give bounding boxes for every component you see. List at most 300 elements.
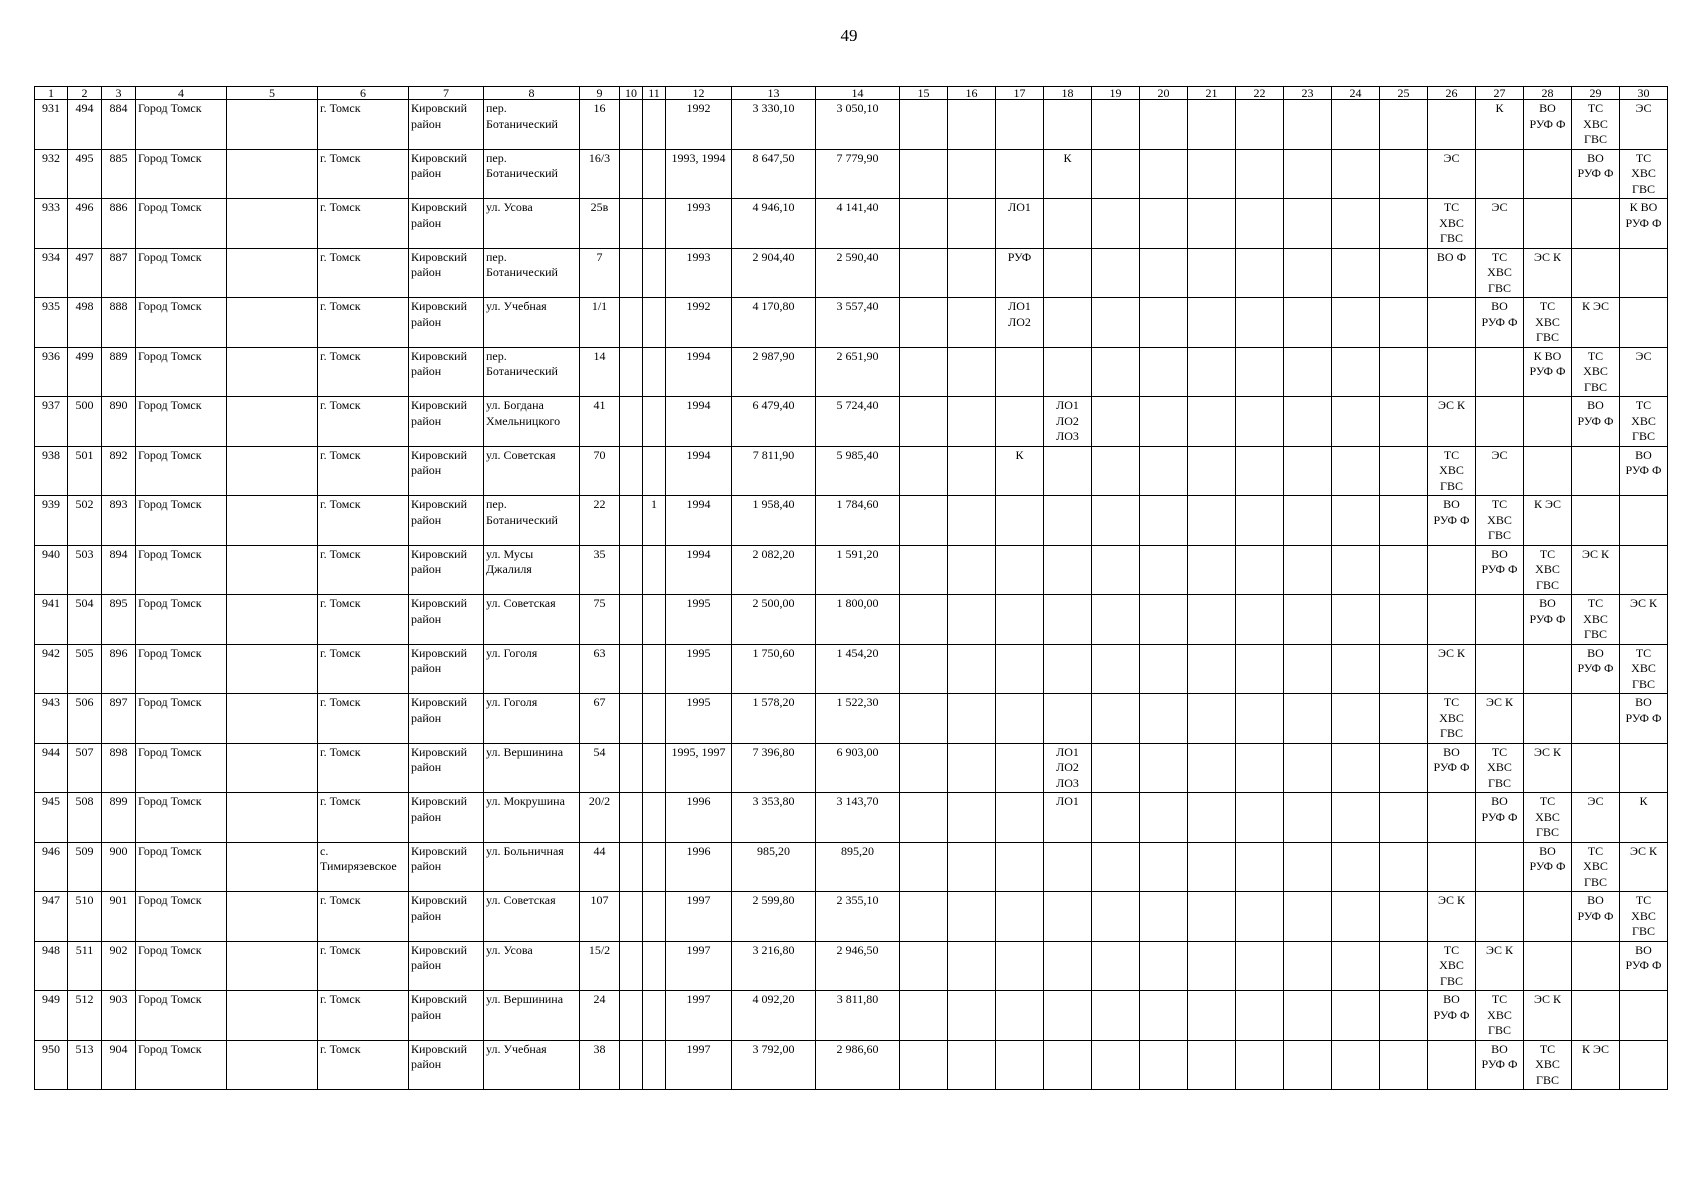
table-cell: 933 — [35, 199, 68, 249]
table-cell — [620, 248, 643, 298]
table-cell — [1380, 248, 1428, 298]
table-cell: ул. Усова — [484, 199, 580, 249]
table-cell — [1332, 347, 1380, 397]
table-cell: 5 724,40 — [816, 397, 900, 447]
table-cell: К — [1044, 149, 1092, 199]
table-cell — [900, 397, 948, 447]
table-cell: 932 — [35, 149, 68, 199]
table-cell — [620, 100, 643, 150]
table-cell — [1236, 1040, 1284, 1090]
table-cell: 2 082,20 — [732, 545, 816, 595]
table-cell — [1380, 793, 1428, 843]
table-cell: пер. Ботанический — [484, 149, 580, 199]
table-cell: 38 — [580, 1040, 620, 1090]
table-cell: г. Томск — [318, 892, 409, 942]
table-cell: 935 — [35, 298, 68, 348]
table-cell: 1997 — [666, 1040, 732, 1090]
table-cell — [1188, 298, 1236, 348]
table-cell — [643, 892, 666, 942]
table-cell: 7 — [580, 248, 620, 298]
table-cell: ТС ХВС ГВС — [1620, 644, 1668, 694]
table-cell — [1092, 496, 1140, 546]
table-row — [35, 496, 1668, 546]
table-cell — [1044, 694, 1092, 744]
table-cell: 896 — [102, 644, 136, 694]
table-cell — [1236, 347, 1284, 397]
table-cell — [900, 644, 948, 694]
table-cell — [1524, 397, 1572, 447]
table-cell: 890 — [102, 397, 136, 447]
table-cell — [996, 149, 1044, 199]
table-cell — [996, 347, 1044, 397]
table-cell — [227, 991, 318, 1041]
table-cell: Город Томск — [136, 248, 227, 298]
table-cell: с. Тимирязевское — [318, 842, 409, 892]
table-cell: Кировский район — [409, 991, 484, 1041]
table-cell: ВО РУФ Ф — [1476, 298, 1524, 348]
table-cell: 1994 — [666, 545, 732, 595]
table-cell: 6 903,00 — [816, 743, 900, 793]
column-header: 28 — [1524, 87, 1572, 100]
table-cell — [1428, 595, 1476, 645]
table-cell — [1476, 595, 1524, 645]
table-cell: ЛО1 — [996, 199, 1044, 249]
table-cell — [1236, 199, 1284, 249]
table-cell — [1332, 100, 1380, 150]
table-cell: ВО РУФ Ф — [1428, 991, 1476, 1041]
table-cell — [643, 248, 666, 298]
table-cell: ЭС К — [1476, 941, 1524, 991]
table-cell: 41 — [580, 397, 620, 447]
table-cell: Город Томск — [136, 941, 227, 991]
table-cell: 502 — [68, 496, 102, 546]
table-row — [35, 347, 1668, 397]
table-cell: Город Томск — [136, 496, 227, 546]
table-cell — [948, 941, 996, 991]
table-cell: ул. Гоголя — [484, 644, 580, 694]
table-cell: 902 — [102, 941, 136, 991]
table-cell — [1620, 545, 1668, 595]
table-cell — [1524, 941, 1572, 991]
table-cell: ВО Ф — [1428, 248, 1476, 298]
table-cell — [1236, 100, 1284, 150]
table-cell: 1 454,20 — [816, 644, 900, 694]
table-cell — [1044, 991, 1092, 1041]
table-cell — [1380, 1040, 1428, 1090]
table-cell — [1572, 199, 1620, 249]
table-cell — [643, 743, 666, 793]
table-cell — [1140, 842, 1188, 892]
table-cell: ТС ХВС ГВС — [1428, 694, 1476, 744]
table-cell: 508 — [68, 793, 102, 843]
table-cell: Кировский район — [409, 644, 484, 694]
table-cell — [1332, 496, 1380, 546]
table-cell: ТС ХВС ГВС — [1476, 248, 1524, 298]
table-cell: 899 — [102, 793, 136, 843]
table-cell: 3 811,80 — [816, 991, 900, 1041]
table-cell: ЛО1 ЛО2 — [996, 298, 1044, 348]
table-cell — [1140, 991, 1188, 1041]
table-cell — [1092, 149, 1140, 199]
table-cell: Кировский район — [409, 199, 484, 249]
table-cell — [1188, 743, 1236, 793]
table-cell — [1428, 100, 1476, 150]
table-cell — [1140, 892, 1188, 942]
table-cell: г. Томск — [318, 397, 409, 447]
table-cell — [1092, 743, 1140, 793]
column-header: 12 — [666, 87, 732, 100]
table-cell — [1524, 644, 1572, 694]
table-cell: 942 — [35, 644, 68, 694]
table-cell — [643, 298, 666, 348]
column-header: 27 — [1476, 87, 1524, 100]
table-cell: 75 — [580, 595, 620, 645]
table-cell: пер. Ботанический — [484, 248, 580, 298]
column-number-row — [35, 87, 1668, 100]
table-cell: Кировский район — [409, 545, 484, 595]
column-header: 13 — [732, 87, 816, 100]
table-cell — [227, 100, 318, 150]
table-cell — [1380, 545, 1428, 595]
table-cell: 937 — [35, 397, 68, 447]
table-cell — [1572, 248, 1620, 298]
table-cell: ВО РУФ Ф — [1524, 595, 1572, 645]
table-cell — [1284, 941, 1332, 991]
table-cell — [643, 100, 666, 150]
table-cell: 893 — [102, 496, 136, 546]
column-header: 4 — [136, 87, 227, 100]
table-cell: г. Томск — [318, 248, 409, 298]
table-cell: 1996 — [666, 793, 732, 843]
table-cell — [1476, 892, 1524, 942]
table-cell — [1140, 941, 1188, 991]
table-cell — [948, 694, 996, 744]
table-cell: ул. Вершинина — [484, 991, 580, 1041]
table-row — [35, 397, 1668, 447]
table-cell: г. Томск — [318, 644, 409, 694]
table-cell: ул. Советская — [484, 892, 580, 942]
table-cell — [1236, 545, 1284, 595]
table-cell: Кировский район — [409, 248, 484, 298]
column-header: 14 — [816, 87, 900, 100]
table-cell: ЭС — [1572, 793, 1620, 843]
table-cell: 63 — [580, 644, 620, 694]
table-cell — [1332, 941, 1380, 991]
table-cell: ЭС К — [1620, 595, 1668, 645]
table-cell — [1524, 199, 1572, 249]
table-cell: ВО РУФ Ф — [1572, 892, 1620, 942]
table-cell — [1092, 347, 1140, 397]
table-cell: Город Томск — [136, 347, 227, 397]
table-cell — [900, 892, 948, 942]
table-cell: 985,20 — [732, 842, 816, 892]
table-cell — [1380, 100, 1428, 150]
table-cell: ул. Советская — [484, 446, 580, 496]
table-cell: ВО РУФ Ф — [1476, 1040, 1524, 1090]
table-cell — [1140, 149, 1188, 199]
table-cell — [227, 892, 318, 942]
table-cell — [1188, 842, 1236, 892]
table-cell — [620, 149, 643, 199]
table-cell: Город Томск — [136, 446, 227, 496]
table-cell: г. Томск — [318, 545, 409, 595]
table-cell — [1188, 248, 1236, 298]
table-cell: ЭС — [1620, 347, 1668, 397]
column-header: 25 — [1380, 87, 1428, 100]
table-cell — [1284, 595, 1332, 645]
table-cell: 1994 — [666, 446, 732, 496]
table-cell: 3 050,10 — [816, 100, 900, 150]
table-cell: 3 792,00 — [732, 1040, 816, 1090]
table-cell: ТС ХВС ГВС — [1428, 446, 1476, 496]
table-row — [35, 941, 1668, 991]
table-cell — [1044, 347, 1092, 397]
table-cell — [1284, 347, 1332, 397]
column-header: 16 — [948, 87, 996, 100]
table-cell — [1620, 496, 1668, 546]
table-row — [35, 991, 1668, 1041]
table-cell: 1995 — [666, 694, 732, 744]
table-cell: Город Томск — [136, 149, 227, 199]
table-cell: К — [1476, 100, 1524, 150]
table-cell — [948, 100, 996, 150]
table-cell: ТС ХВС ГВС — [1524, 1040, 1572, 1090]
table-cell: ТС ХВС ГВС — [1572, 595, 1620, 645]
table-cell — [996, 842, 1044, 892]
table-cell: г. Томск — [318, 496, 409, 546]
table-cell — [620, 496, 643, 546]
table-cell: 885 — [102, 149, 136, 199]
table-cell — [1188, 446, 1236, 496]
column-header: 1 — [35, 87, 68, 100]
table-cell — [1380, 941, 1428, 991]
table-cell — [1284, 446, 1332, 496]
table-cell — [948, 1040, 996, 1090]
table-cell — [900, 199, 948, 249]
table-cell — [1380, 644, 1428, 694]
table-cell: Город Томск — [136, 545, 227, 595]
table-cell — [1044, 298, 1092, 348]
table-cell — [1380, 842, 1428, 892]
table-cell — [1572, 496, 1620, 546]
table-cell: 1996 — [666, 842, 732, 892]
table-cell: 944 — [35, 743, 68, 793]
table-cell: ТС ХВС ГВС — [1572, 842, 1620, 892]
table-cell — [227, 347, 318, 397]
table-cell: 895,20 — [816, 842, 900, 892]
table-cell — [996, 1040, 1044, 1090]
table-cell — [620, 644, 643, 694]
table-cell: Город Томск — [136, 793, 227, 843]
table-cell — [948, 743, 996, 793]
table-cell: г. Томск — [318, 694, 409, 744]
column-header: 24 — [1332, 87, 1380, 100]
table-cell: ЭС К — [1524, 248, 1572, 298]
table-cell: 510 — [68, 892, 102, 942]
table-cell — [1620, 298, 1668, 348]
table-cell: г. Томск — [318, 941, 409, 991]
table-cell — [227, 149, 318, 199]
table-cell: 1993 — [666, 248, 732, 298]
table-cell — [643, 199, 666, 249]
table-row — [35, 842, 1668, 892]
table-cell: К — [996, 446, 1044, 496]
table-cell — [643, 595, 666, 645]
table-cell — [1284, 842, 1332, 892]
table-cell: г. Томск — [318, 100, 409, 150]
table-cell — [1284, 100, 1332, 150]
table-cell — [1092, 545, 1140, 595]
table-cell — [900, 941, 948, 991]
table-cell — [1092, 644, 1140, 694]
table-cell — [1332, 595, 1380, 645]
table-cell — [1044, 892, 1092, 942]
table-cell — [1188, 991, 1236, 1041]
table-cell — [1044, 1040, 1092, 1090]
table-cell: Город Томск — [136, 1040, 227, 1090]
column-header: 15 — [900, 87, 948, 100]
table-cell — [1284, 1040, 1332, 1090]
table-cell: Город Томск — [136, 842, 227, 892]
table-cell: г. Томск — [318, 446, 409, 496]
table-cell: ТС ХВС ГВС — [1428, 199, 1476, 249]
column-header: 19 — [1092, 87, 1140, 100]
table-cell — [227, 694, 318, 744]
table-cell — [948, 446, 996, 496]
table-cell: Город Томск — [136, 397, 227, 447]
table-cell: 887 — [102, 248, 136, 298]
table-cell: Кировский район — [409, 496, 484, 546]
table-cell — [1092, 793, 1140, 843]
table-cell — [1188, 694, 1236, 744]
table-cell — [620, 298, 643, 348]
table-cell — [1236, 842, 1284, 892]
table-cell — [1092, 842, 1140, 892]
table-cell — [996, 694, 1044, 744]
table-cell: ВО РУФ Ф — [1524, 842, 1572, 892]
table-cell — [1332, 644, 1380, 694]
table-cell: 934 — [35, 248, 68, 298]
table-cell: ЭС К — [1476, 694, 1524, 744]
table-cell: 1997 — [666, 941, 732, 991]
table-cell: 495 — [68, 149, 102, 199]
table-cell: 4 092,20 — [732, 991, 816, 1041]
table-cell — [643, 397, 666, 447]
table-cell: 1995 — [666, 595, 732, 645]
table-cell: 939 — [35, 496, 68, 546]
table-cell: Кировский район — [409, 298, 484, 348]
table-cell — [900, 496, 948, 546]
column-header: 22 — [1236, 87, 1284, 100]
table-cell: ЭС — [1476, 446, 1524, 496]
table-cell: 3 216,80 — [732, 941, 816, 991]
table-cell — [900, 298, 948, 348]
table-cell: г. Томск — [318, 793, 409, 843]
table-cell: 14 — [580, 347, 620, 397]
table-cell: ВО РУФ Ф — [1620, 446, 1668, 496]
table-cell: 44 — [580, 842, 620, 892]
table-cell: ТС ХВС ГВС — [1476, 743, 1524, 793]
table-cell — [996, 496, 1044, 546]
table-cell — [643, 694, 666, 744]
table-cell — [1332, 545, 1380, 595]
table-cell: 1994 — [666, 496, 732, 546]
column-header: 20 — [1140, 87, 1188, 100]
table-cell: ЛО1 ЛО2 ЛО3 — [1044, 397, 1092, 447]
column-header: 30 — [1620, 87, 1668, 100]
table-row — [35, 248, 1668, 298]
table-cell — [643, 446, 666, 496]
table-cell — [620, 892, 643, 942]
table-cell — [1188, 100, 1236, 150]
table-cell: 3 330,10 — [732, 100, 816, 150]
table-cell: Город Томск — [136, 743, 227, 793]
table-cell — [1092, 892, 1140, 942]
table-cell — [620, 842, 643, 892]
table-cell — [1140, 496, 1188, 546]
table-cell — [227, 496, 318, 546]
table-cell — [1044, 100, 1092, 150]
table-cell: 901 — [102, 892, 136, 942]
table-cell: 1992 — [666, 100, 732, 150]
table-cell — [900, 545, 948, 595]
table-cell: Город Томск — [136, 644, 227, 694]
column-header: 29 — [1572, 87, 1620, 100]
table-cell: ВО РУФ Ф — [1476, 545, 1524, 595]
table-cell: 4 141,40 — [816, 199, 900, 249]
table-cell — [948, 595, 996, 645]
table-cell: 70 — [580, 446, 620, 496]
table-cell: 512 — [68, 991, 102, 1041]
table-cell: 903 — [102, 991, 136, 1041]
table-cell — [1188, 793, 1236, 843]
table-cell — [643, 842, 666, 892]
table-cell — [1332, 694, 1380, 744]
table-cell — [1140, 446, 1188, 496]
table-cell: Кировский район — [409, 446, 484, 496]
table-cell: Кировский район — [409, 397, 484, 447]
table-cell — [1380, 496, 1428, 546]
table-cell — [900, 842, 948, 892]
table-cell — [1140, 644, 1188, 694]
column-header: 21 — [1188, 87, 1236, 100]
table-cell: Кировский район — [409, 100, 484, 150]
table-cell — [900, 347, 948, 397]
table-cell — [1332, 298, 1380, 348]
table-cell — [996, 941, 1044, 991]
table-cell: 1994 — [666, 397, 732, 447]
table-cell — [1620, 743, 1668, 793]
table-cell: 4 170,80 — [732, 298, 816, 348]
table-cell: 938 — [35, 446, 68, 496]
table-cell — [1140, 694, 1188, 744]
table-cell: 2 590,40 — [816, 248, 900, 298]
table-cell: 2 355,10 — [816, 892, 900, 942]
table-cell: 1/1 — [580, 298, 620, 348]
table-body — [35, 100, 1668, 1090]
table-cell — [1092, 991, 1140, 1041]
table-cell — [1284, 149, 1332, 199]
table-cell — [948, 347, 996, 397]
table-cell — [643, 644, 666, 694]
table-cell — [1476, 644, 1524, 694]
table-cell: 511 — [68, 941, 102, 991]
table-cell: 2 987,90 — [732, 347, 816, 397]
column-header: 2 — [68, 87, 102, 100]
table-cell — [1428, 298, 1476, 348]
table-cell: ЭС К — [1428, 397, 1476, 447]
table-cell — [643, 793, 666, 843]
